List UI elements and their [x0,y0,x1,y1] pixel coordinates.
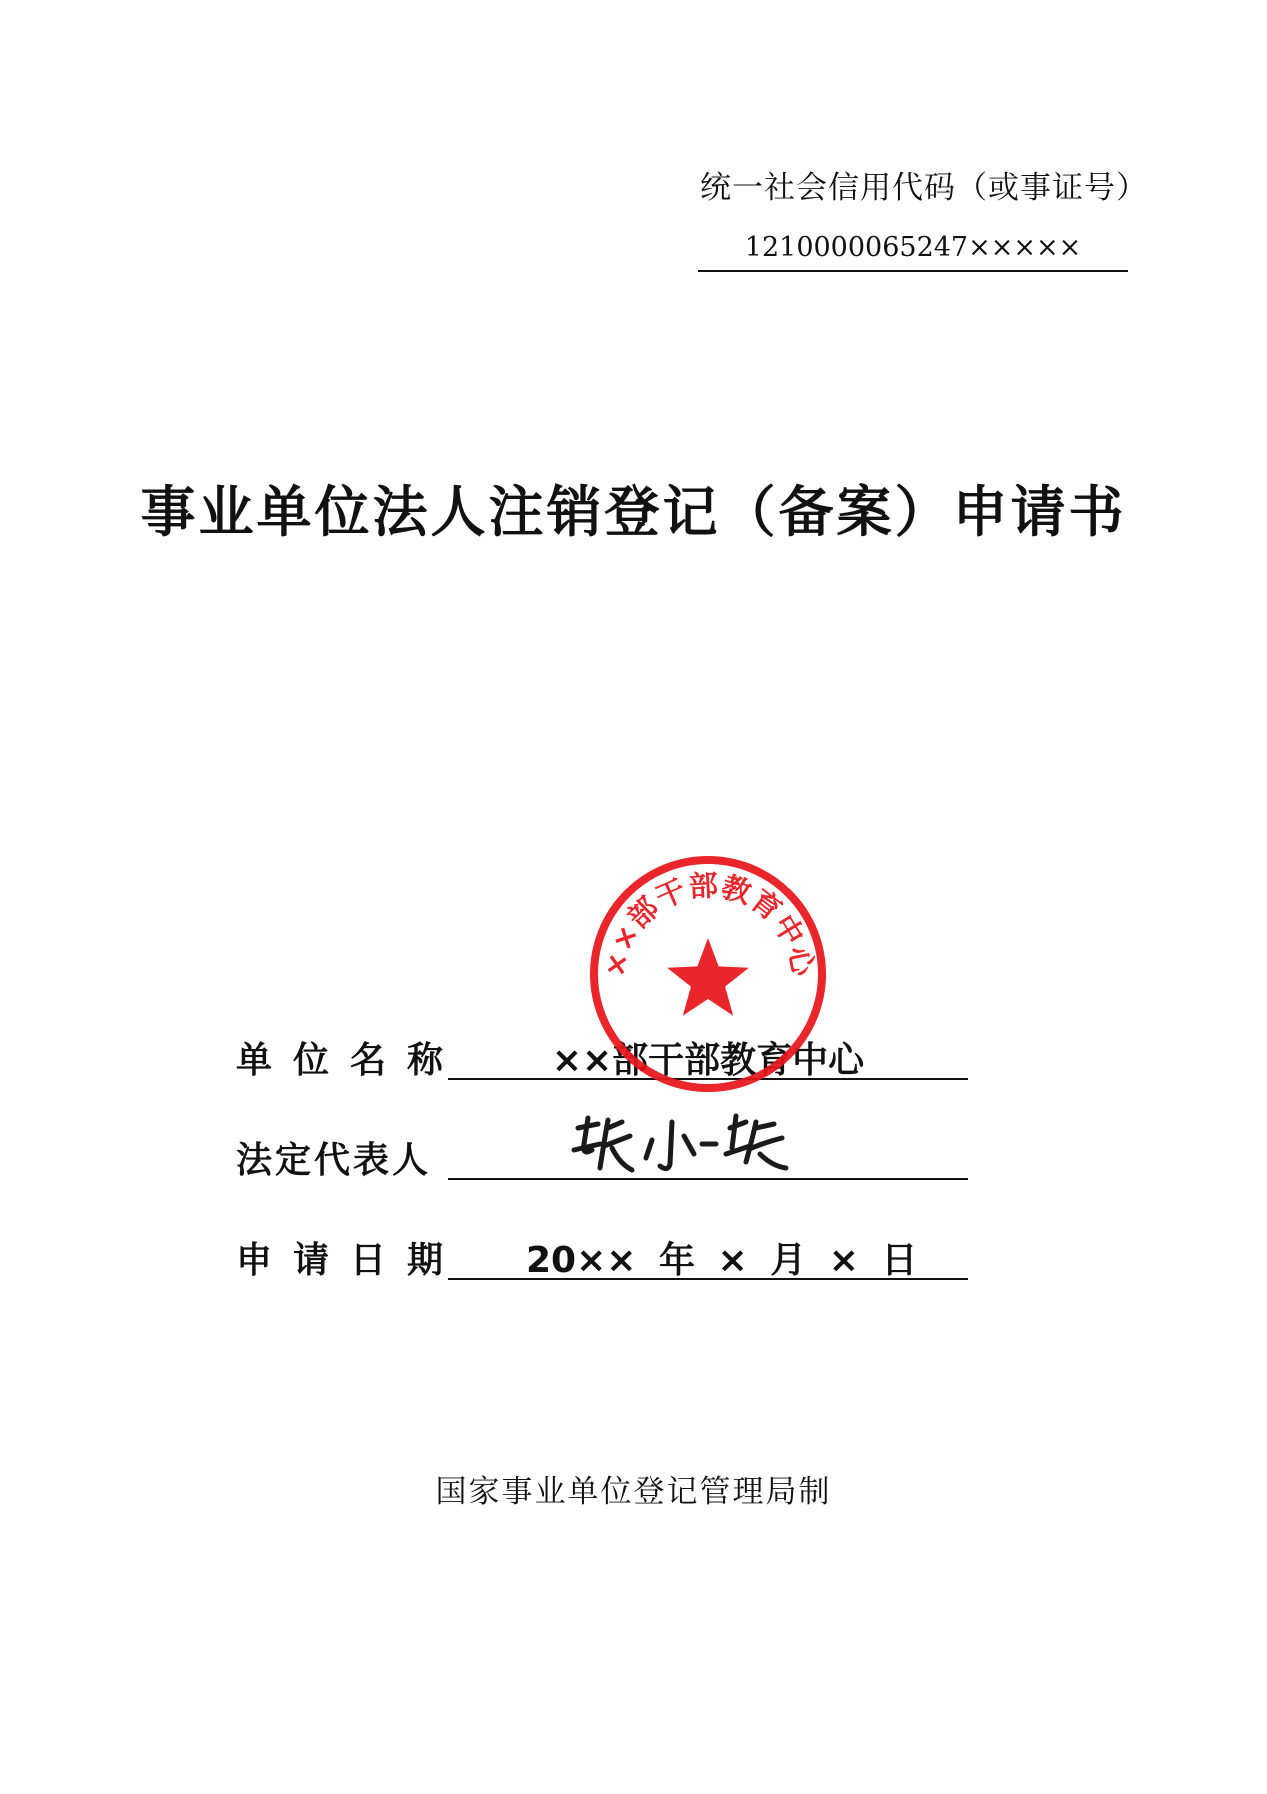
issuer-footer: 国家事业单位登记管理局制 [435,1474,832,1510]
credit-code-value: 1210000065247××××× [698,226,1128,272]
legal-rep-label: 法定代表人 [236,1140,432,1181]
unit-name-label: 单位名称 [236,1040,465,1081]
date-line [448,1226,968,1280]
document-title: 事业单位法人注销登记（备案）申请书 [140,480,1127,544]
legal-rep-signature [560,1098,810,1188]
date-row [236,1226,970,1284]
date-value: 20×× 年 × 月 × 日 [526,1240,918,1281]
official-seal [586,852,830,1096]
date-label: 申请日期 [236,1240,465,1281]
svg-text:××部干部教育中心: ××部干部教育中心 [597,868,821,980]
credit-code-label: 统一社会信用代码（或事证号） [700,170,1148,206]
unit-name-value: ××部干部教育中心 [551,1040,865,1081]
